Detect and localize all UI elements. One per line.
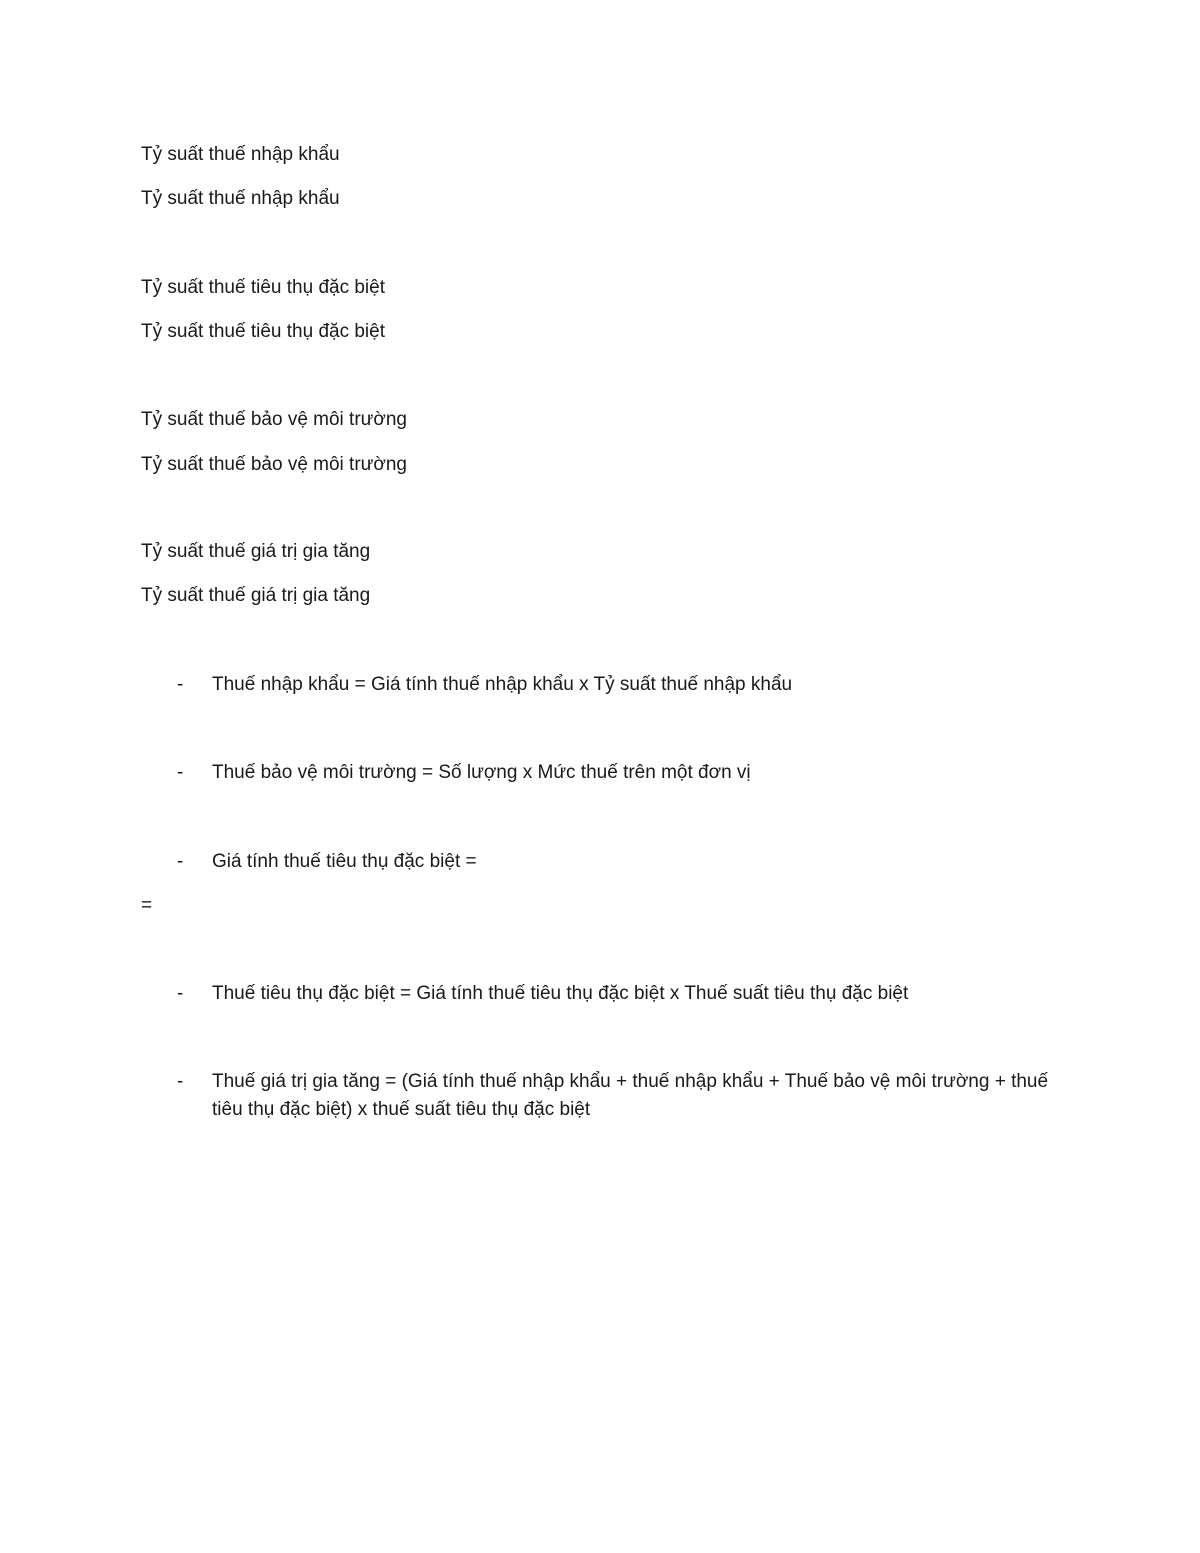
bullet-marker: - [177, 851, 184, 872]
bullet-marker: - [177, 674, 184, 695]
formula-vat: Thuế giá trị gia tăng = (Giá tính thuế nhập khẩu + thuế nhập khẩu + Thuế bảo vệ môi trường + thuế tiêu thụ đặc biệt) x thuế suất tiêu thụ đặc biệt [212, 1071, 1049, 1120]
bullet-marker: - [177, 762, 184, 783]
bullet-marker: - [177, 1071, 184, 1092]
ratio-excise-2: Tỷ suất thuế tiêu thụ đặc biệt [141, 321, 385, 342]
ratio-vat-1: Tỷ suất thuế giá trị gia tăng [141, 541, 371, 562]
ratio-import-2: Tỷ suất thuế nhập khẩu [141, 188, 340, 209]
formula-environment-tax: Thuế bảo vệ môi trường = Số lượng x Mức thuế trên một đơn vị [212, 762, 751, 783]
ratio-environment-1: Tỷ suất thuế bảo vệ môi trường [141, 409, 407, 430]
formula-excise-base: Giá tính thuế tiêu thụ đặc biệt = [212, 851, 477, 872]
ratio-vat-2: Tỷ suất thuế giá trị gia tăng [141, 585, 371, 606]
formula-excise-tax: Thuế tiêu thụ đặc biệt = Giá tính thuế tiêu thụ đặc biệt x Thuế suất tiêu thụ đặc biệt [212, 983, 909, 1004]
ratio-import-1: Tỷ suất thuế nhập khẩu [141, 144, 340, 165]
equals-line: = [141, 895, 153, 916]
bullet-marker: - [177, 983, 184, 1004]
formula-import-tax: Thuế nhập khẩu = Giá tính thuế nhập khẩu x Tỷ suất thuế nhập khẩu [212, 674, 793, 695]
ratio-excise-1: Tỷ suất thuế tiêu thụ đặc biệt [141, 277, 385, 298]
ratio-environment-2: Tỷ suất thuế bảo vệ môi trường [141, 454, 407, 475]
